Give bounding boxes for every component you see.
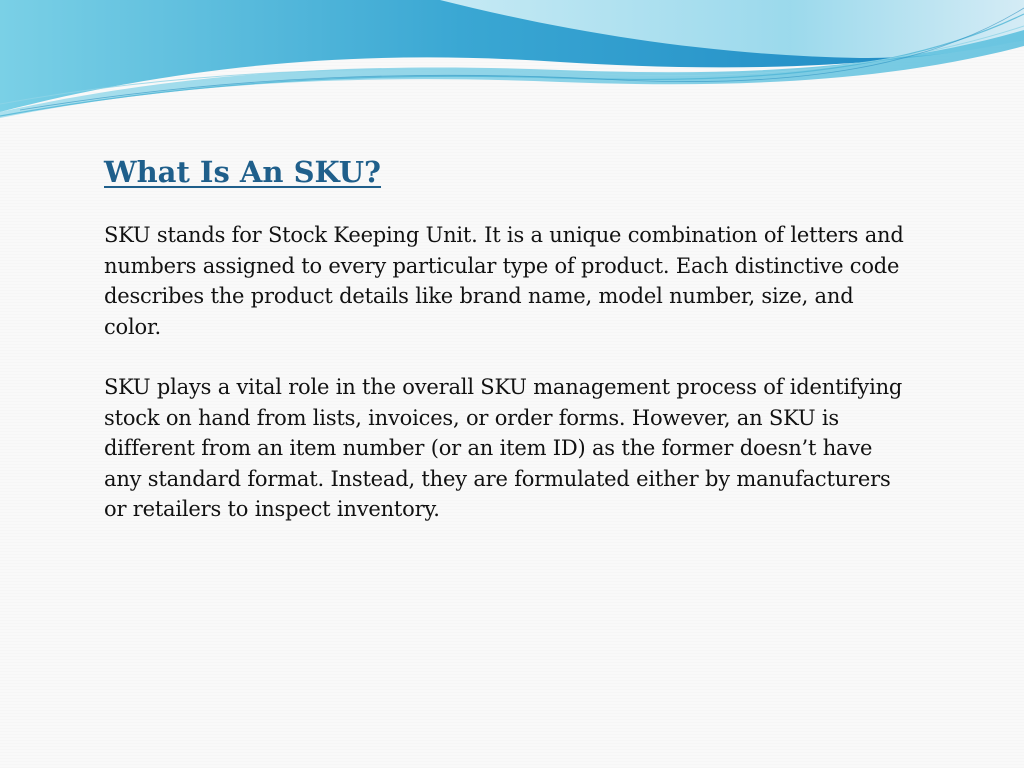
paragraph-sku-role: SKU plays a vital role in the overall SKU management process of identifying stock on hand from lists, invoices, or order forms. However, an SKU is different from an item number (or an item ID) as the former doesn’t have any standard format. Instead, they are formulated either by manufacturers or retailers to inspect inventory.	[104, 375, 903, 521]
wave-header-decoration	[0, 0, 1024, 130]
slide-content	[104, 150, 904, 525]
paragraph-sku-definition: SKU stands for Stock Keeping Unit. It is a unique combination of letters and numbers assigned to every particular type of product. Each distinctive code describes the product details like brand name, model number, size, and color.	[104, 223, 904, 339]
slide-title: What Is An SKU?	[104, 155, 382, 189]
